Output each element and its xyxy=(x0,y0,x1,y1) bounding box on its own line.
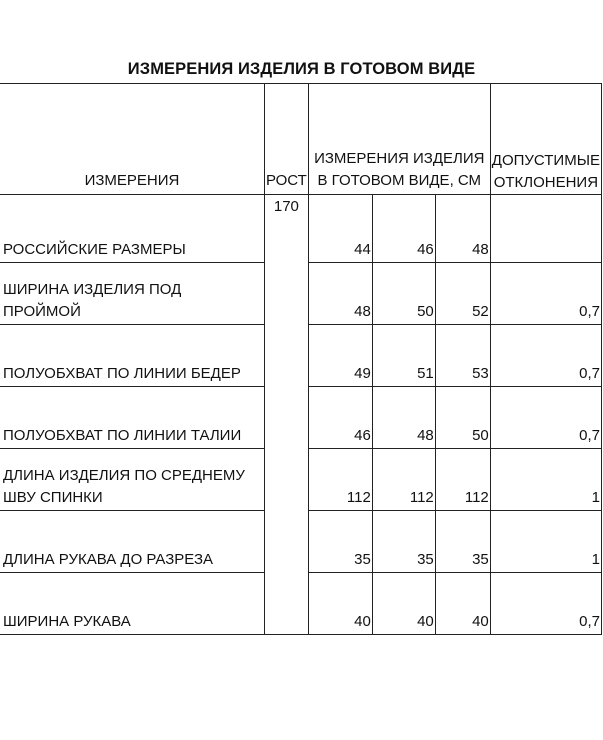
size-value: 49 xyxy=(308,325,372,387)
size-value: 35 xyxy=(372,511,435,573)
row-label: ДЛИНА ИЗДЕЛИЯ ПО СРЕДНЕМУ ШВУ СПИНКИ xyxy=(0,449,264,511)
size-value: 112 xyxy=(308,449,372,511)
header-deviation: ДОПУСТИМЫЕ ОТКЛОНЕНИЯ xyxy=(490,84,601,195)
row-label: РОССИЙСКИЕ РАЗМЕРЫ xyxy=(0,195,264,263)
row-label: ШИРИНА РУКАВА xyxy=(0,573,264,635)
rost-value: 170 xyxy=(264,195,308,635)
size-value: 112 xyxy=(372,449,435,511)
deviation-value: 0,7 xyxy=(490,387,601,449)
table-row xyxy=(0,195,602,263)
size-value: 48 xyxy=(435,195,490,263)
size-value: 40 xyxy=(308,573,372,635)
size-value: 50 xyxy=(372,263,435,325)
size-value: 52 xyxy=(435,263,490,325)
size-value: 44 xyxy=(308,195,372,263)
size-value: 40 xyxy=(372,573,435,635)
size-value: 53 xyxy=(435,325,490,387)
deviation-value: 0,7 xyxy=(490,325,601,387)
row-label: ШИРИНА ИЗДЕЛИЯ ПОД ПРОЙМОЙ xyxy=(0,263,264,325)
size-value: 48 xyxy=(308,263,372,325)
size-value: 48 xyxy=(372,387,435,449)
deviation-value: 1 xyxy=(490,449,601,511)
row-label: ДЛИНА РУКАВА ДО РАЗРЕЗА xyxy=(0,511,264,573)
size-value: 46 xyxy=(372,195,435,263)
size-value: 50 xyxy=(435,387,490,449)
size-value: 51 xyxy=(372,325,435,387)
measurements-table xyxy=(0,83,602,635)
size-value: 46 xyxy=(308,387,372,449)
size-value: 35 xyxy=(308,511,372,573)
deviation-value xyxy=(490,195,601,263)
deviation-value: 1 xyxy=(490,511,601,573)
row-label: ПОЛУОБХВАТ ПО ЛИНИИ БЕДЕР xyxy=(0,325,264,387)
deviation-value: 0,7 xyxy=(490,263,601,325)
header-sizes: ИЗМЕРЕНИЯ ИЗДЕЛИЯ В ГОТОВОМ ВИДЕ, СМ xyxy=(308,84,490,195)
deviation-value: 0,7 xyxy=(490,573,601,635)
size-value: 35 xyxy=(435,511,490,573)
page-title: ИЗМЕРЕНИЯ ИЗДЕЛИЯ В ГОТОВОМ ВИДЕ xyxy=(127,60,476,78)
header-rost: РОСТ xyxy=(264,84,308,195)
row-label: ПОЛУОБХВАТ ПО ЛИНИИ ТАЛИИ xyxy=(0,387,264,449)
size-value: 40 xyxy=(435,573,490,635)
table-header-row xyxy=(0,84,602,195)
size-value: 112 xyxy=(435,449,490,511)
header-measure: ИЗМЕРЕНИЯ xyxy=(0,84,264,195)
